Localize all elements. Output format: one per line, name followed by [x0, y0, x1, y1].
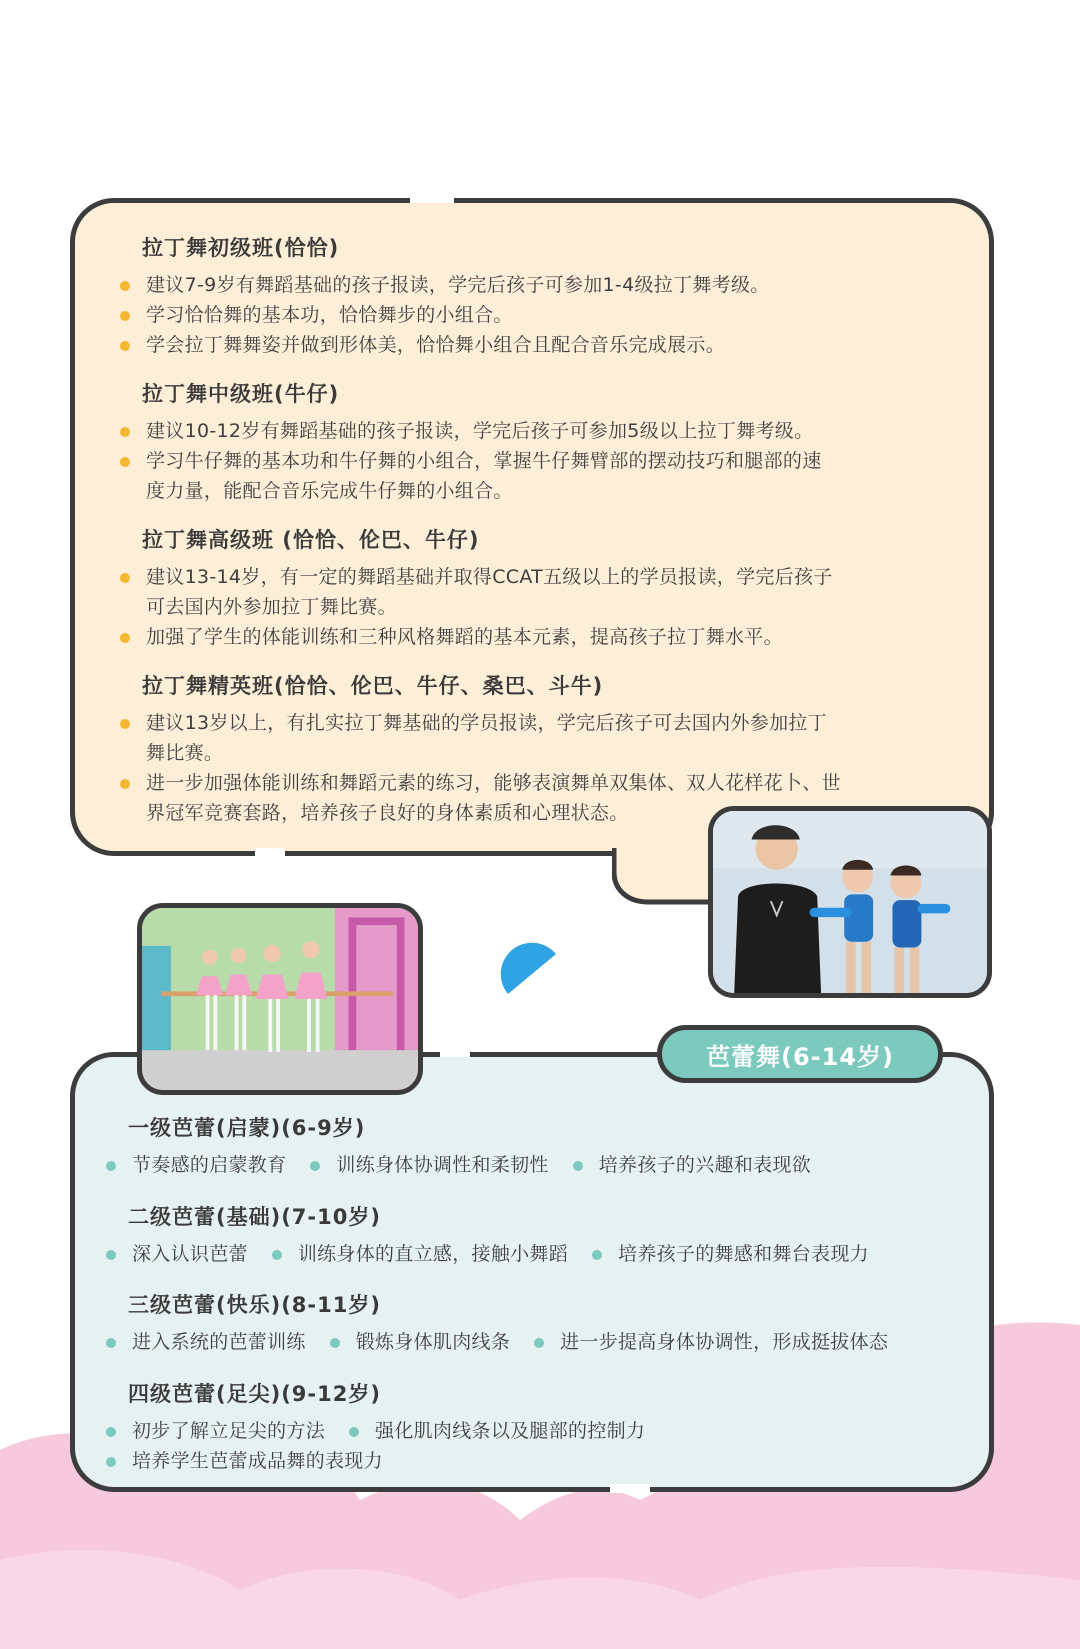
bullet-row	[104, 1327, 910, 1357]
bullet-item: 训练身体的直立感，接触小舞蹈	[270, 1239, 568, 1269]
bullet-item: 进一步提高身体协调性，形成挺拔体态	[532, 1327, 888, 1357]
panel-border-gap	[410, 194, 454, 203]
bullet-item: 深入认识芭蕾	[104, 1239, 248, 1269]
bullet-item: 加强了学生的体能训练和三种风格舞蹈的基本元素，提高孩子拉丁舞水平。	[118, 622, 833, 652]
bullet-item-continued: 度力量，能配合音乐完成牛仔舞的小组合。	[146, 480, 513, 502]
latin-beginner-section	[118, 232, 770, 360]
section-title: 拉丁舞初级班(恰恰)	[142, 236, 340, 260]
section-title: 拉丁舞精英班(恰恰、伦巴、牛仔、桑巴、斗牛)	[142, 674, 604, 698]
bullet-item: 建议10-12岁有舞蹈基础的孩子报读，学完后孩子可参加5级以上拉丁舞考级。	[118, 416, 822, 446]
bullet-item: 初步了解立足尖的方法	[104, 1416, 325, 1446]
ballet-level-1-section	[104, 1112, 833, 1180]
ballet-level-3-section	[104, 1289, 910, 1357]
speech-bubble-tail	[612, 848, 722, 906]
bullet-item: 培养孩子的兴趣和表现欲	[571, 1150, 811, 1180]
ballet-level-2-section	[104, 1201, 891, 1269]
ballet-age-badge: 芭蕾舞(6-14岁)	[657, 1025, 943, 1083]
panel-border-gap	[440, 1048, 470, 1057]
bullet-item: 进入系统的芭蕾训练	[104, 1327, 306, 1357]
latin-elite-section	[118, 670, 841, 828]
bullet-item: 培养孩子的舞感和舞台表现力	[590, 1239, 869, 1269]
bullet-item: 建议13-14岁，有一定的舞蹈基础并取得CCAT五级以上的学员报读，学完后孩子	[118, 562, 833, 592]
bullet-item: 锻炼身体肌肉线条	[328, 1327, 510, 1357]
bullet-item: 学会拉丁舞舞姿并做到形体美，恰恰舞小组合且配合音乐完成展示。	[118, 330, 770, 360]
bullet-item: 强化肌肉线条以及腿部的控制力	[347, 1416, 645, 1446]
bullet-item-continued: 界冠军竞赛套路，培养孩子良好的身体素质和心理状态。	[146, 802, 629, 824]
bullet-row	[104, 1416, 667, 1446]
blue-semicircle-decoration	[500, 940, 560, 1000]
panel-border-gap	[610, 1484, 650, 1493]
section-title: 拉丁舞中级班(牛仔)	[142, 382, 340, 406]
bullet-item-continued: 舞比赛。	[146, 742, 224, 764]
section-title: 三级芭蕾(快乐)(8-11岁)	[128, 1293, 381, 1317]
bullet-item: 学习牛仔舞的基本功和牛仔舞的小组合，掌握牛仔舞臂部的摆动技巧和腿部的速	[118, 446, 822, 476]
bullet-row	[104, 1150, 833, 1180]
latin-coach-photo	[708, 806, 992, 998]
ballet-kids-photo	[137, 903, 423, 1095]
bullet-item: 进一步加强体能训练和舞蹈元素的练习，能够表演舞单双集体、双人花样花卜、世	[118, 768, 841, 798]
bullet-row	[104, 1239, 891, 1269]
bullet-item-continued: 可去国内外参加拉丁舞比赛。	[146, 596, 397, 618]
latin-intermediate-section	[118, 378, 822, 506]
section-title: 二级芭蕾(基础)(7-10岁)	[128, 1205, 381, 1229]
section-title: 拉丁舞高级班 (恰恰、伦巴、牛仔)	[142, 528, 480, 552]
latin-advanced-section	[118, 524, 833, 652]
bullet-item: 节奏感的启蒙教育	[104, 1150, 286, 1180]
bullet-item: 建议13岁以上，有扎实拉丁舞基础的学员报读，学完后孩子可去国内外参加拉丁	[118, 708, 841, 738]
section-title: 四级芭蕾(足尖)(9-12岁)	[128, 1382, 381, 1406]
panel-border-gap	[255, 848, 285, 857]
bullet-item: 学习恰恰舞的基本功，恰恰舞步的小组合。	[118, 300, 770, 330]
bullet-item: 培养学生芭蕾成品舞的表现力	[104, 1446, 667, 1476]
bullet-item: 建议7-9岁有舞蹈基础的孩子报读，学完后孩子可参加1-4级拉丁舞考级。	[118, 270, 770, 300]
ballet-level-4-section	[104, 1378, 667, 1476]
section-title: 一级芭蕾(启蒙)(6-9岁)	[128, 1116, 366, 1140]
bullet-item: 训练身体协调性和柔韧性	[308, 1150, 548, 1180]
